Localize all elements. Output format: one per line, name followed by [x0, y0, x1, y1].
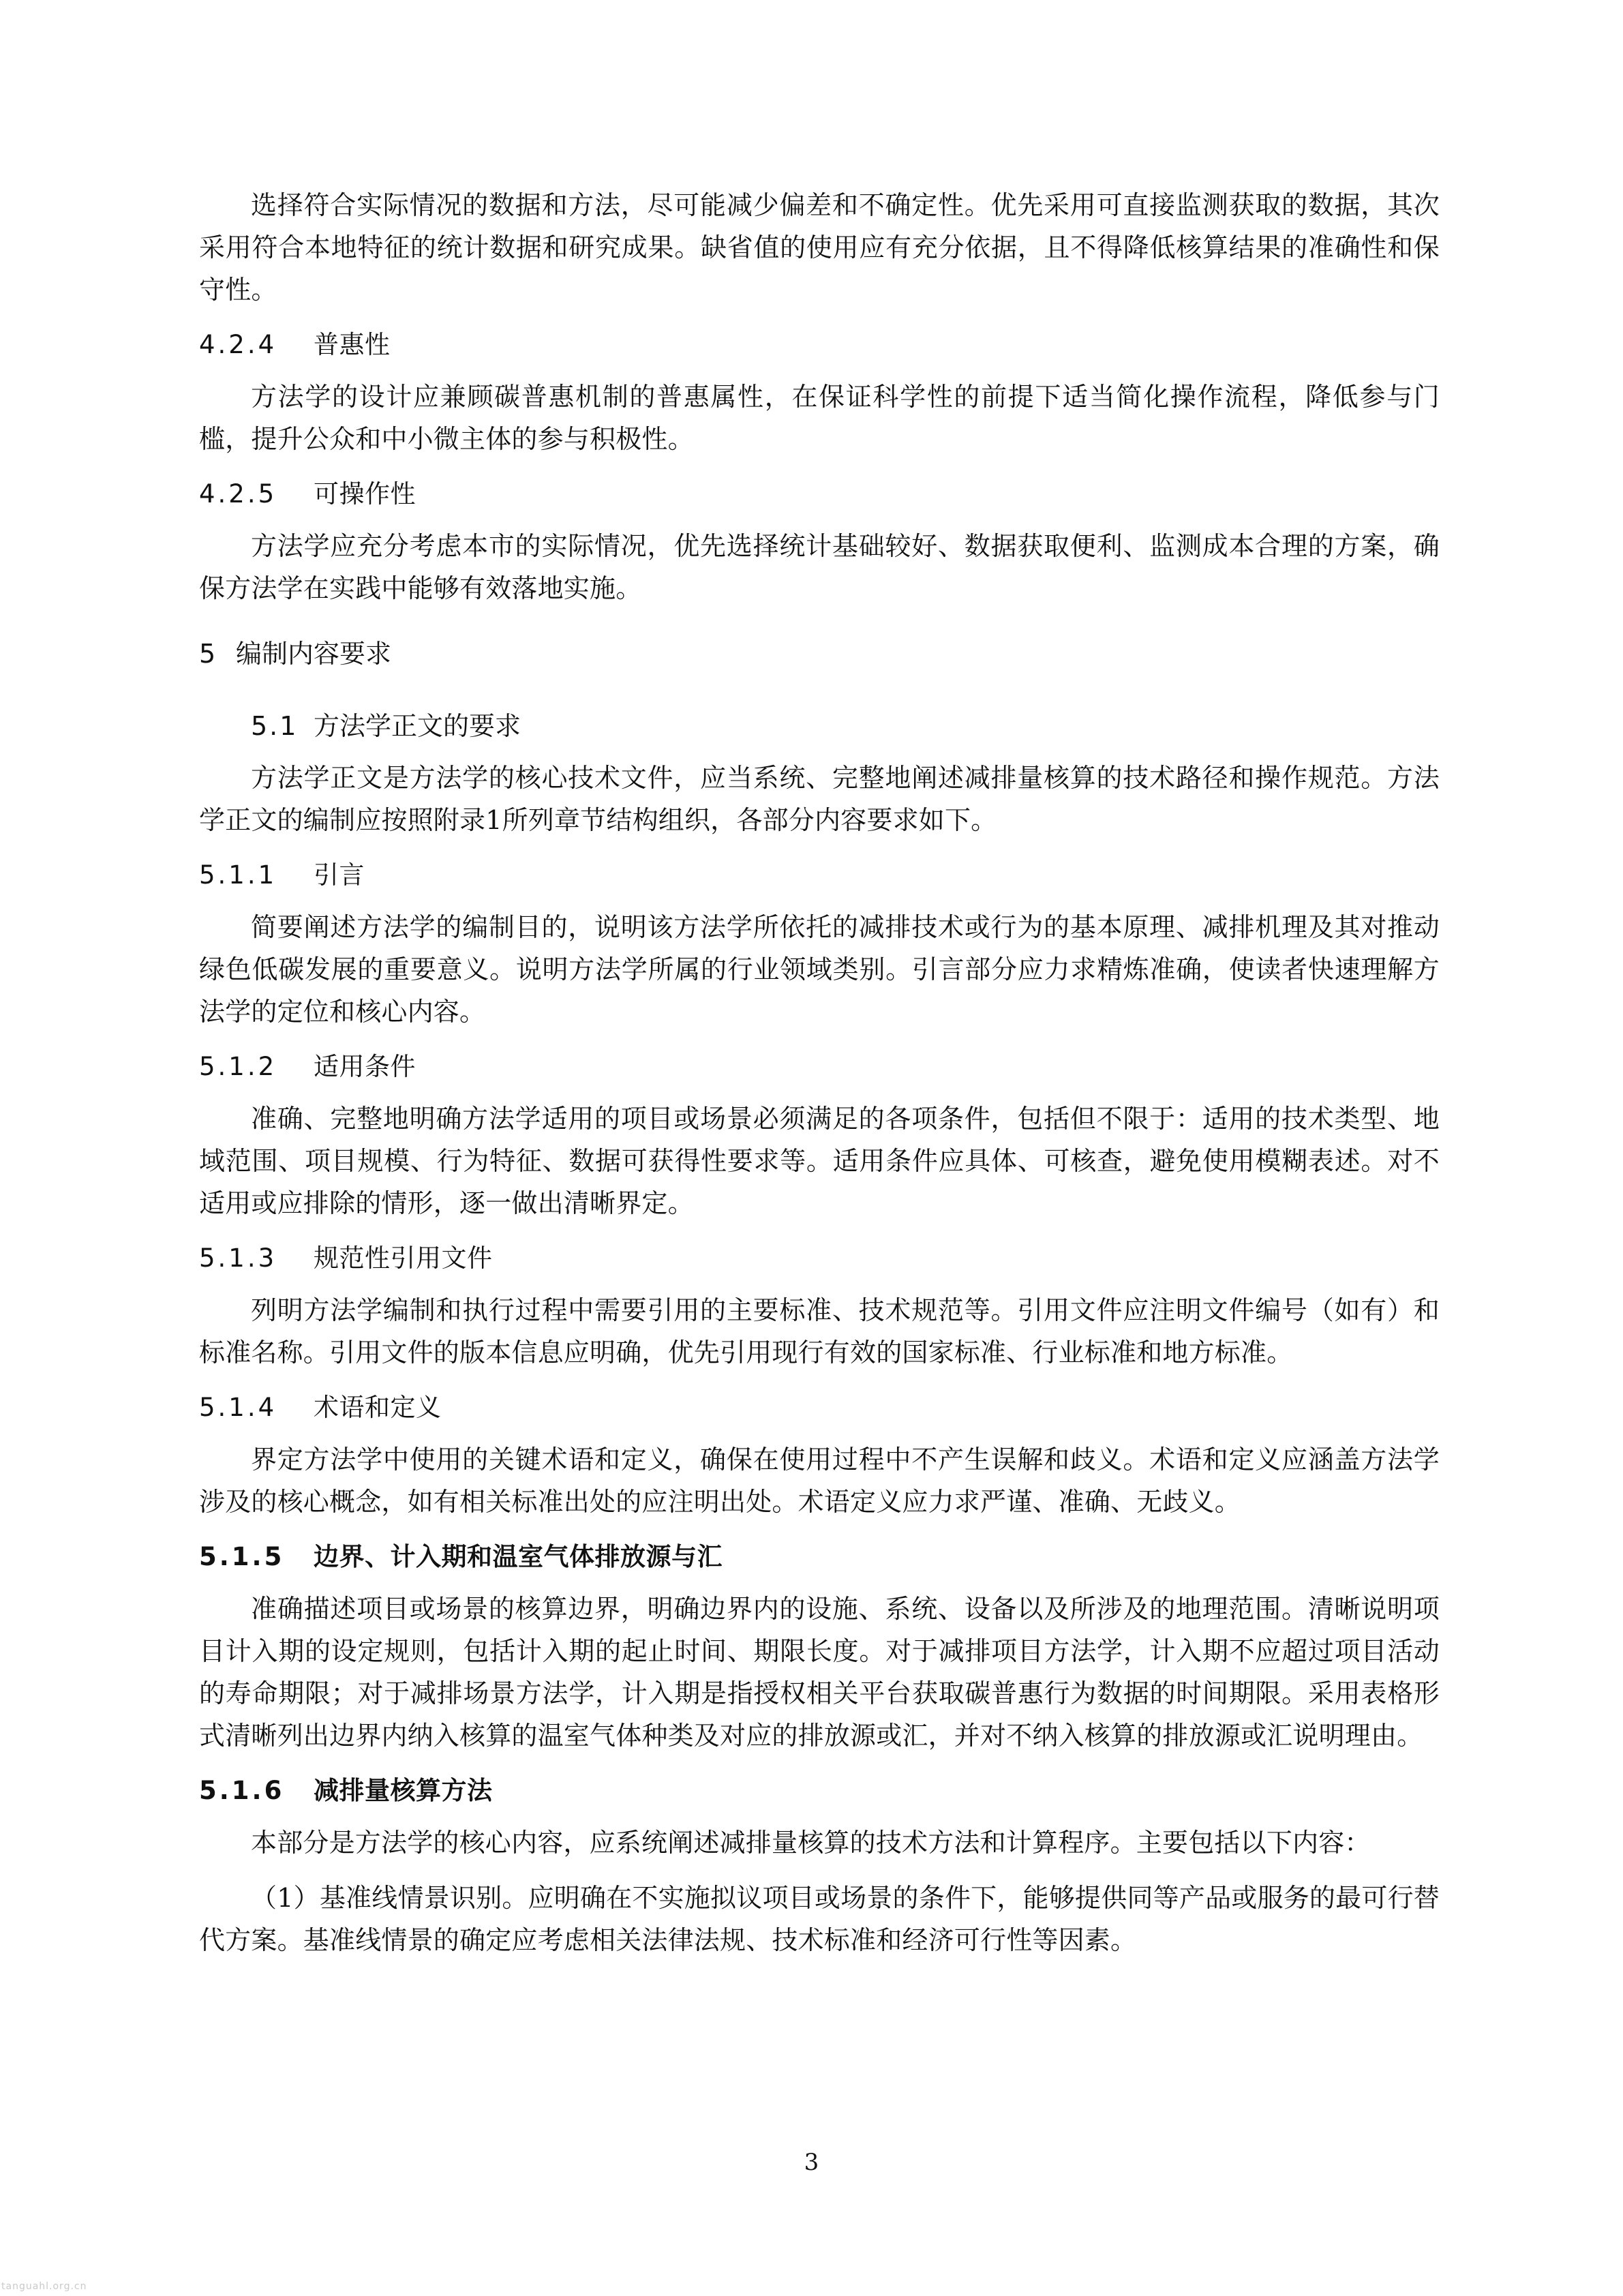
heading-title: 边界、计入期和温室气体排放源与汇	[314, 1542, 723, 1571]
heading-number: 4.2.5	[199, 479, 277, 509]
paragraph: 简要阐述方法学的编制目的，说明该方法学所依托的减排技术或行为的基本原理、减排机理及其对推动绿色低碳发展的重要意义。说明方法学所属的行业领域类别。引言部分应力求精炼准确，使读者快速理解方法学的定位和核心内容。	[199, 912, 1440, 1027]
subsection-heading	[199, 1237, 1440, 1280]
heading-title: 可操作性	[314, 479, 416, 509]
heading-title: 方法学正文的要求	[314, 711, 521, 741]
list-item: （1）基准线情景识别。应明确在不实施拟议项目或场景的条件下，能够提供同等产品或服务的最可行替代方案。基准线情景的确定应考虑相关法律法规、技术标准和经济可行性等因素。	[199, 1883, 1440, 1955]
section-heading	[199, 633, 1440, 675]
heading-number: 5.1.5	[199, 1542, 285, 1571]
paragraph: 选择符合实际情况的数据和方法，尽可能减少偏差和不确定性。优先采用可直接监测获取的数据，其次采用符合本地特征的统计数据和研究成果。缺省值的使用应有充分依据，且不得降低核算结果的准确性和保守性。	[199, 190, 1440, 305]
heading-title: 编制内容要求	[236, 639, 392, 669]
heading-number: 5.1	[251, 711, 299, 741]
heading-title: 规范性引用文件	[314, 1243, 493, 1273]
page-number: 3	[804, 2149, 819, 2176]
heading-number: 5.1.3	[199, 1243, 277, 1273]
subsection-heading	[199, 324, 1440, 366]
heading-number: 5.1.6	[199, 1776, 285, 1805]
paragraph: 方法学应充分考虑本市的实际情况，优先选择统计基础较好、数据获取便利、监测成本合理的方案，确保方法学在实践中能够有效落地实施。	[199, 531, 1440, 603]
heading-number: 4.2.4	[199, 330, 277, 359]
paragraph: 界定方法学中使用的关键术语和定义，确保在使用过程中不产生误解和歧义。术语和定义应涵盖方法学涉及的核心概念，如有相关标准出处的应注明出处。术语定义应力求严谨、准确、无歧义。	[199, 1445, 1440, 1517]
paragraph: 方法学的设计应兼顾碳普惠机制的普惠属性，在保证科学性的前提下适当简化操作流程，降低参与门槛，提升公众和中小微主体的参与积极性。	[199, 382, 1440, 454]
subsection-heading	[199, 705, 1440, 747]
heading-number: 5.1.2	[199, 1052, 277, 1081]
page-body	[199, 184, 1440, 1974]
subsection-heading	[199, 854, 1440, 896]
heading-title: 适用条件	[314, 1052, 416, 1081]
heading-title: 减排量核算方法	[314, 1776, 493, 1805]
paragraph: 本部分是方法学的核心内容，应系统阐述减排量核算的技术方法和计算程序。主要包括以下内容：	[251, 1828, 1371, 1858]
heading-number: 5	[199, 639, 216, 669]
subsection-heading	[199, 473, 1440, 515]
paragraph: 方法学正文是方法学的核心技术文件，应当系统、完整地阐述减排量核算的技术路径和操作规范。方法学正文的编制应按照附录1所列章节结构组织，各部分内容要求如下。	[199, 763, 1440, 835]
watermark: tanguahl.org.cn	[1, 2281, 87, 2292]
subsection-heading	[199, 1770, 1440, 1812]
heading-number: 5.1.1	[199, 860, 277, 890]
subsection-heading	[199, 1046, 1440, 1088]
heading-title: 引言	[314, 860, 365, 890]
subsection-heading	[199, 1387, 1440, 1429]
heading-title: 术语和定义	[314, 1393, 442, 1422]
heading-title: 普惠性	[314, 330, 391, 359]
subsection-heading	[199, 1536, 1440, 1578]
heading-number: 5.1.4	[199, 1393, 277, 1422]
paragraph: 列明方法学编制和执行过程中需要引用的主要标准、技术规范等。引用文件应注明文件编号（如有）和标准名称。引用文件的版本信息应明确，优先引用现行有效的国家标准、行业标准和地方标准。	[199, 1295, 1440, 1368]
paragraph: 准确描述项目或场景的核算边界，明确边界内的设施、系统、设备以及所涉及的地理范围。清晰说明项目计入期的设定规则，包括计入期的起止时间、期限长度。对于减排项目方法学，计入期不应超过项目活动的寿命期限；对于减排场景方法学，计入期是指授权相关平台获取碳普惠行为数据的时间期限。采用表格形式清晰列出边界内纳入核算的温室气体种类及对应的排放源或汇，并对不纳入核算的排放源或汇说明理由。	[199, 1594, 1440, 1751]
paragraph: 准确、完整地明确方法学适用的项目或场景必须满足的各项条件，包括但不限于：适用的技术类型、地域范围、项目规模、行为特征、数据可获得性要求等。适用条件应具体、可核查，避免使用模糊表述。对不适用或应排除的情形，逐一做出清晰界定。	[199, 1104, 1440, 1218]
